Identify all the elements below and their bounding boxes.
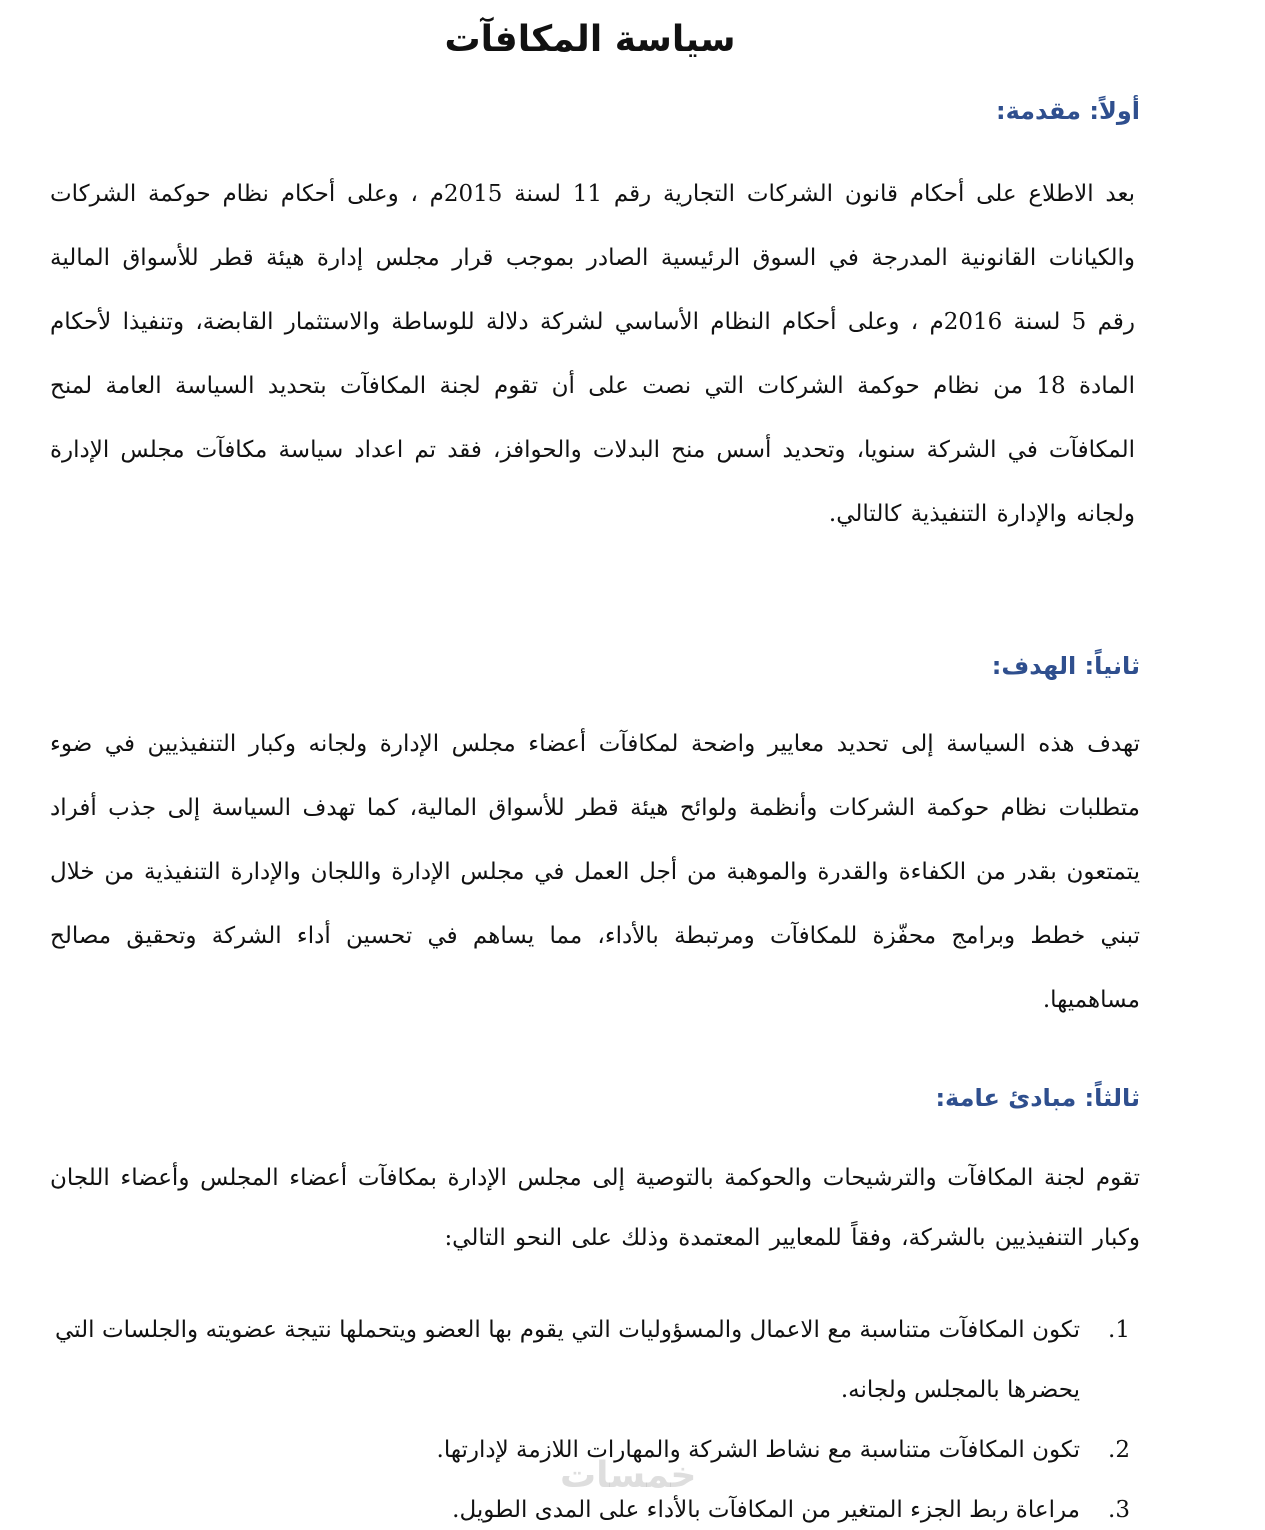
list-item-text: تكون المكافآت متناسبة مع الاعمال والمسؤوليات التي يقوم بها العضو ويتحملها نتيجة عضويته والجلسات التي يحضرها بالمجلس ولجانه. <box>55 1317 1080 1403</box>
introduction-paragraph: بعد الاطلاع على أحكام قانون الشركات التجارية رقم 11 لسنة 2015م ، وعلى أحكام نظام حوكمة الشركات والكيانات القانونية المدرجة في السوق الرئيسية الصادر بموجب قرار مجلس إدارة هيئة قطر للأسواق المالية رقم 5 لسنة 2016م ، وعلى أحكام النظام الأساسي لشركة دلالة للوساطة والاستثمار القابضة، وتنفيذا لأحكام المادة 18 من نظام حوكمة الشركات التي نصت على أن تقوم لجنة المكافآت بتحديد السياسة العامة لمنح المكافآت في الشركة سنويا، وتحديد أسس منح البدلات والحوافز، فقد تم اعداد سياسة مكافآت مجلس الإدارة ولجانه والإدارة التنفيذية كالتالي. <box>50 181 1135 527</box>
list-item-number: 1. <box>1108 1317 1130 1343</box>
section-heading-objective: ثانياً: الهدف: <box>991 652 1140 680</box>
list-item-text: تكون المكافآت متناسبة مع نشاط الشركة والمهارات اللازمة لإدارتها. <box>436 1437 1080 1463</box>
section-heading-introduction: أولاً: مقدمة: <box>996 97 1140 125</box>
watermark-logo: خمسات <box>560 1455 697 1496</box>
list-item-number: 2. <box>1108 1437 1130 1463</box>
section-heading-general-principles: ثالثاً: مبادئ عامة: <box>935 1084 1140 1112</box>
document-title: سياسة المكافآت <box>444 19 736 60</box>
principles-paragraph: تقوم لجنة المكافآت والترشيحات والحوكمة بالتوصية إلى مجلس الإدارة بمكافآت أعضاء المجلس وأعضاء اللجان وكبار التنفيذيين بالشركة، وفقاً للمعايير المعتمدة وذلك على النحو التالي: <box>50 1165 1140 1251</box>
objective-paragraph: تهدف هذه السياسة إلى تحديد معايير واضحة لمكافآت أعضاء مجلس الإدارة ولجانه وكبار التنفيذيين في ضوء متطلبات نظام حوكمة الشركات وأنظمة ولوائح هيئة قطر للأسواق المالية، كما تهدف السياسة إلى جذب أفراد يتمتعون بقدر من الكفاءة والقدرة والموهبة من أجل العمل في مجلس الإدارة واللجان والإدارة التنفيذية من خلال تبني خطط وبرامج محفّزة للمكافآت ومرتبطة بالأداء، مما يساهم في تحسين أداء الشركة وتحقيق مصالح مساهميها. <box>50 731 1140 1013</box>
list-item-number: 3. <box>1108 1497 1130 1523</box>
list-item-text: مراعاة ربط الجزء المتغير من المكافآت بالأداء على المدى الطويل. <box>452 1497 1080 1523</box>
list-item <box>55 1300 1130 1420</box>
